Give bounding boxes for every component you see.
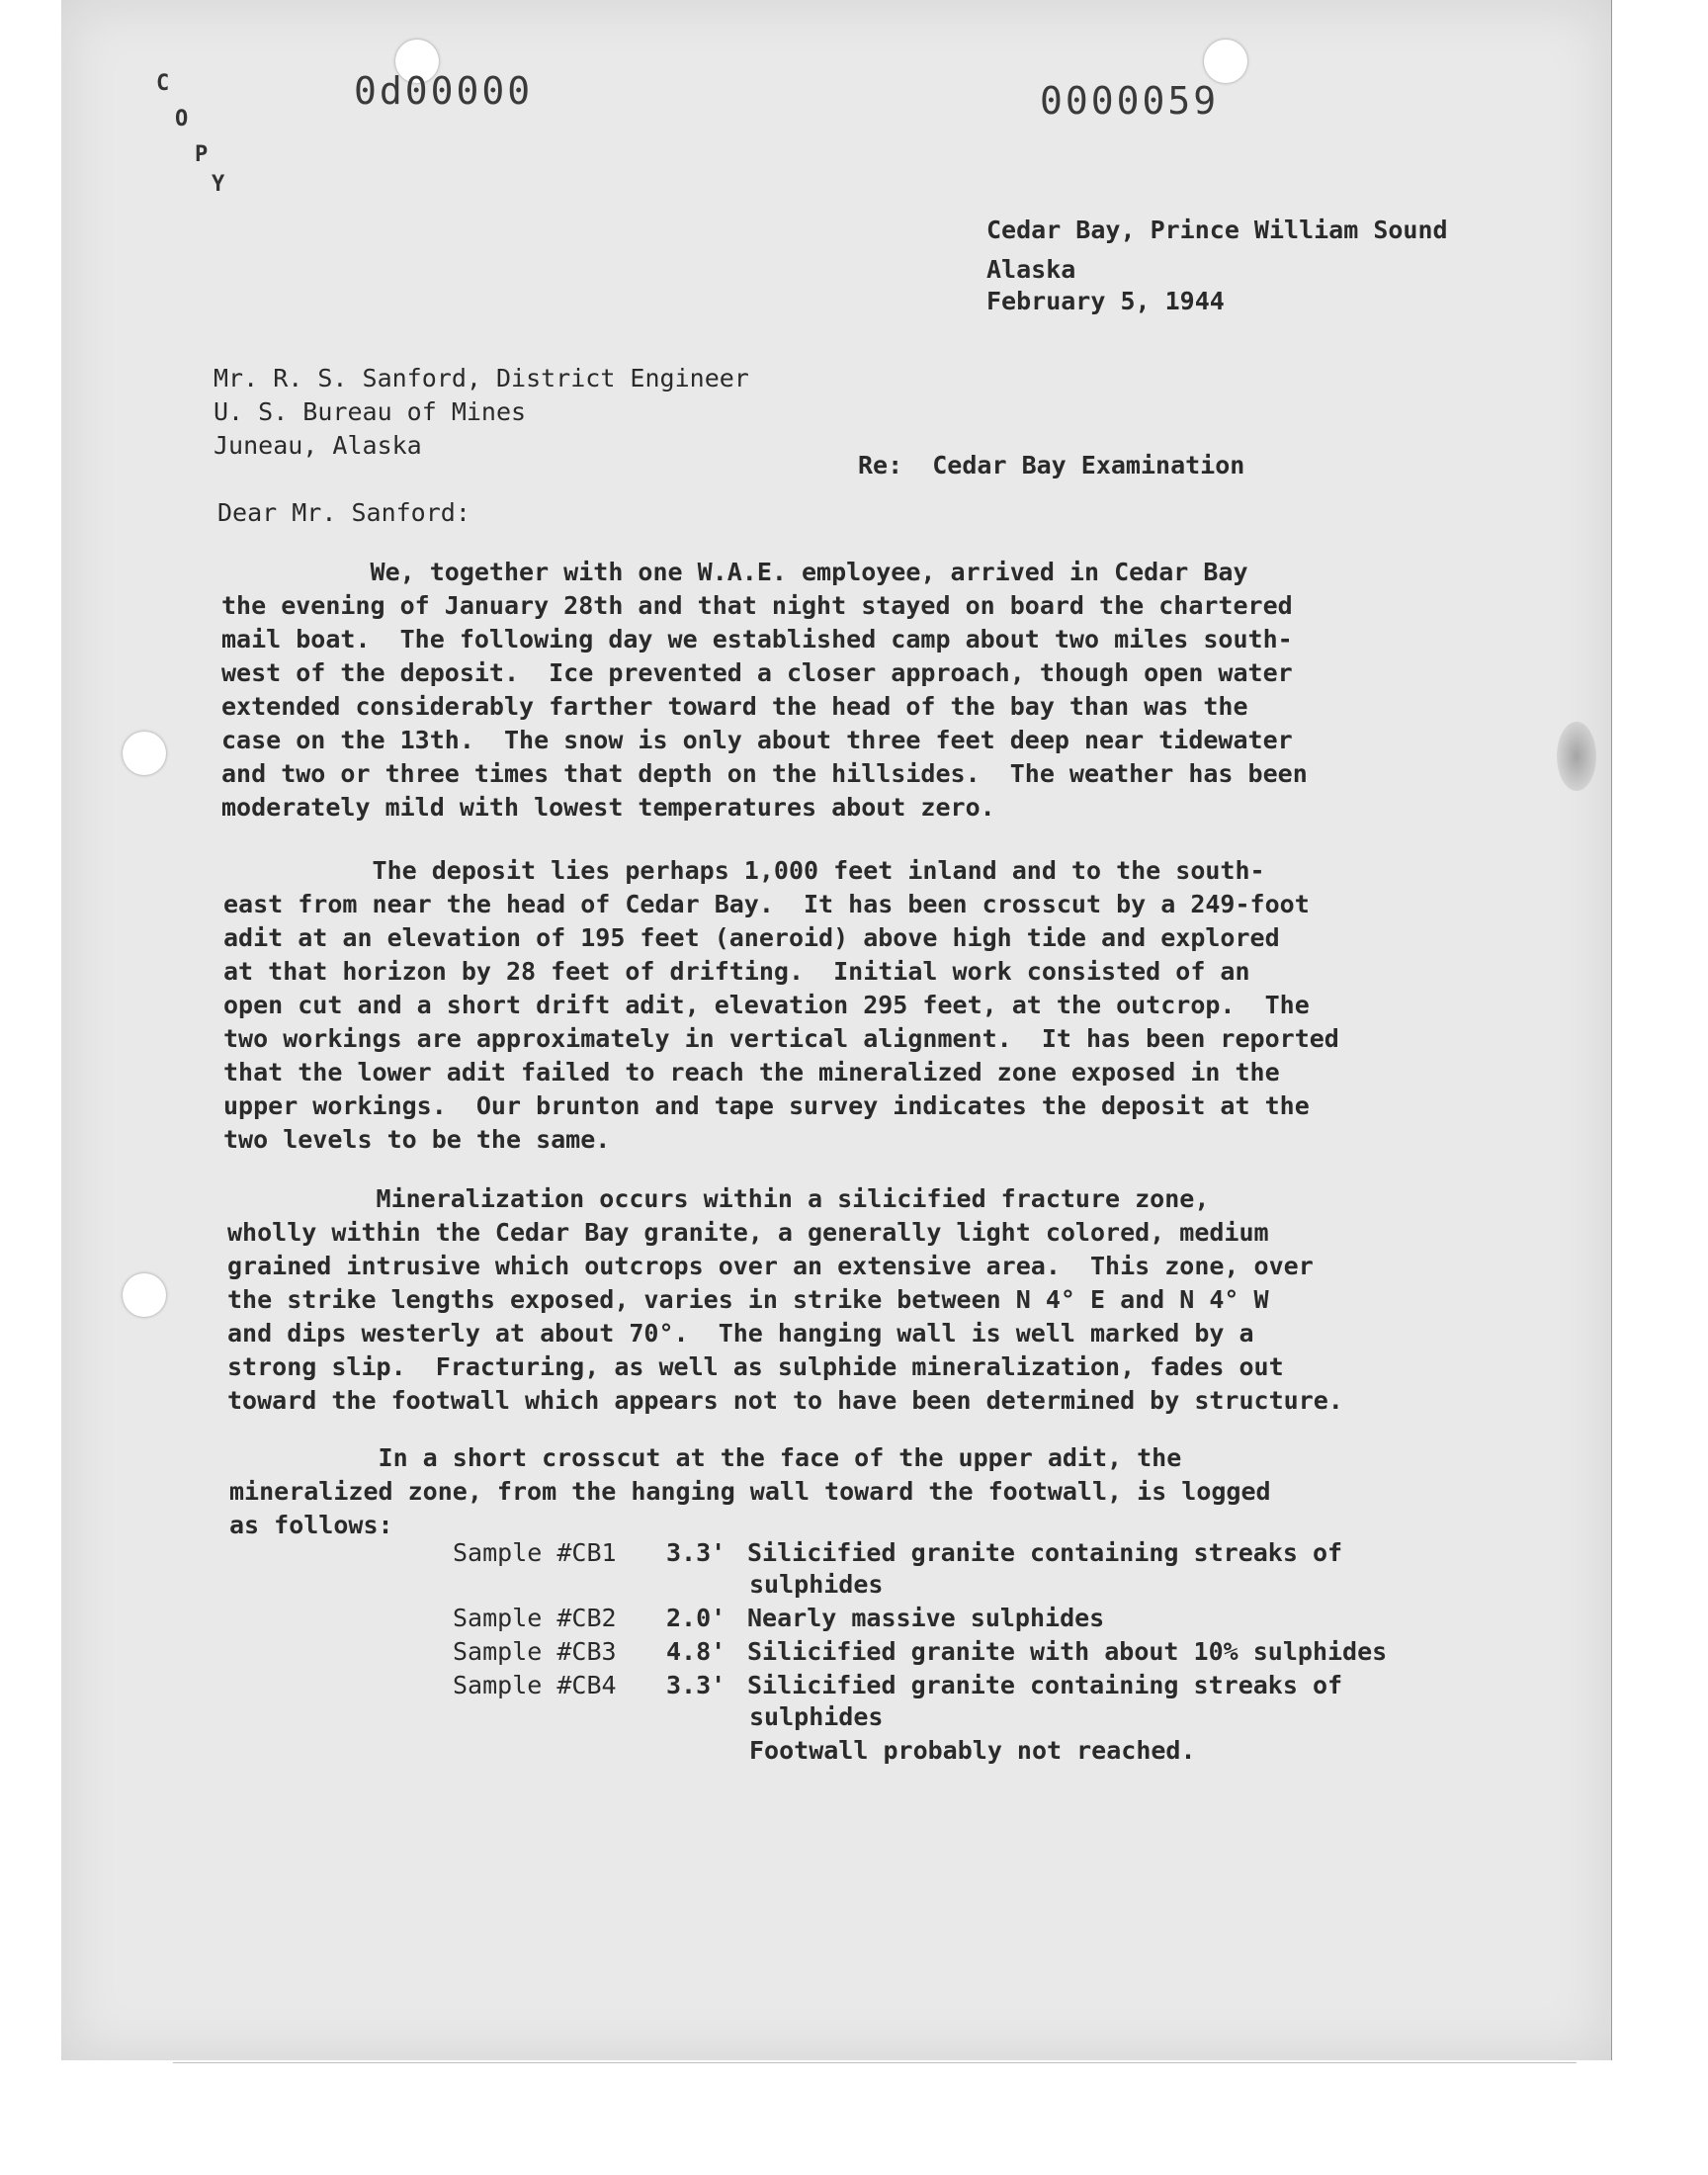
para2-line: adit at an elevation of 195 feet (aneroid) above high tide and explored xyxy=(223,923,1280,952)
sample-thickness: 3.3' xyxy=(666,1538,726,1567)
sample-id: Sample #CB2 xyxy=(453,1604,617,1632)
log-note: Footwall probably not reached. xyxy=(749,1736,1196,1765)
place-line-2: Alaska xyxy=(986,255,1076,284)
para4-line: In a short crosscut at the face of the upper adit, the xyxy=(229,1443,1182,1472)
subject-line: Re: Cedar Bay Examination xyxy=(858,451,1245,479)
punch-hole-left-lower xyxy=(123,1273,166,1317)
copy-letter-y: Y xyxy=(212,172,225,197)
punch-hole-left-middle xyxy=(123,732,166,775)
para2-line: at that horizon by 28 feet of drifting. Initial work consisted of an xyxy=(223,957,1250,986)
para2-line: two levels to be the same. xyxy=(223,1125,611,1154)
para3-line: grained intrusive which outcrops over an extensive area. This zone, over xyxy=(227,1252,1314,1280)
place-line-1: Cedar Bay, Prince William Sound xyxy=(986,216,1448,244)
punch-hole-top-right xyxy=(1204,40,1247,83)
sample-thickness: 2.0' xyxy=(666,1604,726,1632)
scan-bottom-line xyxy=(173,2062,1577,2063)
para2-line: upper workings. Our brunton and tape survey indicates the deposit at the xyxy=(223,1091,1310,1120)
para1-line: the evening of January 28th and that night stayed on board the chartered xyxy=(221,591,1293,620)
para1-line: west of the deposit. Ice prevented a closer approach, though open water xyxy=(221,658,1293,687)
para3-line: and dips westerly at about 70°. The hanging wall is well marked by a xyxy=(227,1319,1254,1348)
addressee-line-1: Mr. R. S. Sanford, District Engineer xyxy=(214,364,749,392)
para1-line: case on the 13th. The snow is only about three feet deep near tidewater xyxy=(221,726,1293,754)
para1-line: moderately mild with lowest temperatures about zero. xyxy=(221,793,995,822)
para3-line: wholly within the Cedar Bay granite, a generally light colored, medium xyxy=(227,1218,1269,1247)
document-number-right: 0000059 xyxy=(1040,79,1220,123)
sample-description-cont: sulphides xyxy=(749,1570,884,1599)
para1-line: We, together with one W.A.E. employee, arrived in Cedar Bay xyxy=(221,558,1248,586)
addressee-line-2: U. S. Bureau of Mines xyxy=(214,397,527,426)
sample-description: Silicified granite containing streaks of xyxy=(747,1671,1343,1699)
para2-line: open cut and a short drift adit, elevation 295 feet, at the outcrop. The xyxy=(223,991,1310,1019)
salutation: Dear Mr. Sanford: xyxy=(217,498,470,527)
para3-line: toward the footwall which appears not to have been determined by structure. xyxy=(227,1386,1343,1415)
sample-description: Silicified granite containing streaks of xyxy=(747,1538,1343,1567)
letter-date: February 5, 1944 xyxy=(986,287,1225,315)
copy-letter-o: O xyxy=(175,107,189,131)
copy-letter-p: P xyxy=(195,142,209,167)
sample-description: Silicified granite with about 10% sulphides xyxy=(747,1637,1388,1666)
para1-line: extended considerably farther toward the head of the bay than was the xyxy=(221,692,1248,721)
para1-line: and two or three times that depth on the hillsides. The weather has been xyxy=(221,759,1308,788)
para2-line: two workings are approximately in vertical alignment. It has been reported xyxy=(223,1024,1339,1053)
sample-thickness: 4.8' xyxy=(666,1637,726,1666)
page-edge xyxy=(1611,0,1612,2060)
copy-letter-c: C xyxy=(156,71,170,96)
para2-line: that the lower adit failed to reach the mineralized zone exposed in the xyxy=(223,1058,1280,1087)
addressee-line-3: Juneau, Alaska xyxy=(214,431,422,460)
para2-line: east from near the head of Cedar Bay. It has been crosscut by a 249-foot xyxy=(223,890,1310,918)
para3-line: the strike lengths exposed, varies in strike between N 4° E and N 4° W xyxy=(227,1285,1269,1314)
sample-id: Sample #CB4 xyxy=(453,1671,617,1699)
sample-id: Sample #CB1 xyxy=(453,1538,617,1567)
sample-thickness: 3.3' xyxy=(666,1671,726,1699)
para2-line: The deposit lies perhaps 1,000 feet inland and to the south- xyxy=(223,856,1265,885)
sample-description: Nearly massive sulphides xyxy=(747,1604,1105,1632)
para4-line: mineralized zone, from the hanging wall toward the footwall, is logged xyxy=(229,1477,1271,1506)
para4-line: as follows: xyxy=(229,1511,393,1539)
para3-line: strong slip. Fracturing, as well as sulphide mineralization, fades out xyxy=(227,1352,1284,1381)
para1-line: mail boat. The following day we established camp about two miles south- xyxy=(221,625,1293,653)
para3-line: Mineralization occurs within a silicified fracture zone, xyxy=(227,1184,1210,1213)
document-number-left: 0d00000 xyxy=(354,69,534,113)
sample-description-cont: sulphides xyxy=(749,1702,884,1731)
sample-id: Sample #CB3 xyxy=(453,1637,617,1666)
scan-smudge xyxy=(1557,722,1596,791)
